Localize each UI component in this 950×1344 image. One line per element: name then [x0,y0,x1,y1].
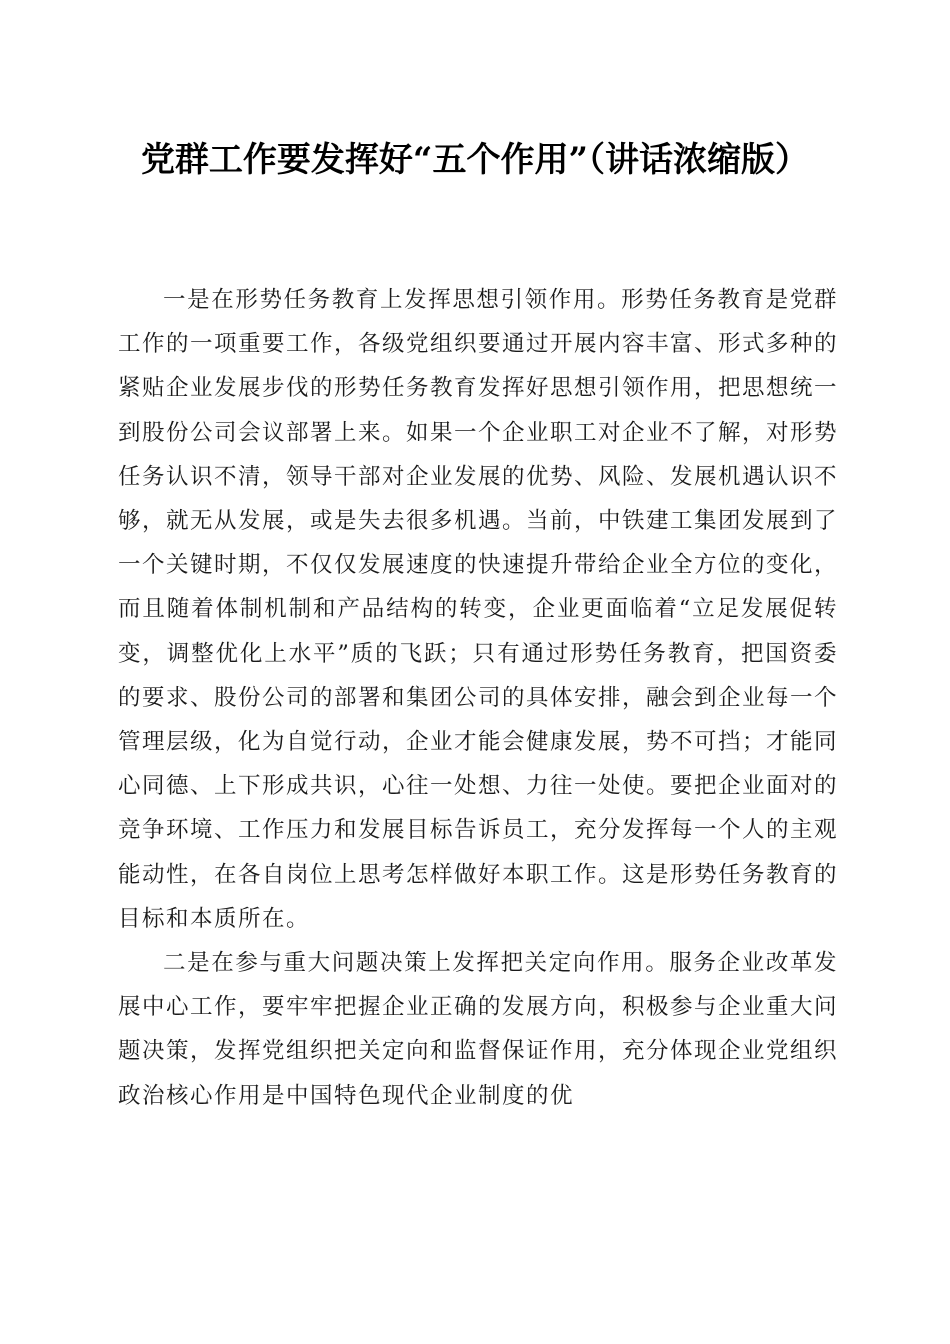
document-title: 党群工作要发挥好“五个作用”（讲话浓缩版） [140,140,810,180]
document-body [118,278,838,1118]
paragraph-1: 一是在形势任务教育上发挥思想引领作用。形势任务教育是党群工作的一项重要工作，各级党组织要通过开展内容丰富、形式多种的紧贴企业发展步伐的形势任务教育发挥好思想引领作用，把思想统一到股份公司会议部署上来。如果一个企业职工对企业不了解，对形势任务认识不清，领导干部对企业发展的优势、风险、发展机遇认识不够，就无从发展，或是失去很多机遇。当前，中铁建工集团发展到了一个关键时期，不仅仅发展速度的快速提升带给企业全方位的变化，而且随着体制机制和产品结构的转变，企业更面临着“立足发展促转变，调整优化上水平”质的飞跃；只有通过形势任务教育，把国资委的要求、股份公司的部署和集团公司的具体安排，融会到企业每一个管理层级，化为自觉行动，企业才能会健康发展，势不可挡；才能同心同德、上下形成共识，心往一处想、力往一处使。要把企业面对的竞争环境、工作压力和发展目标告诉员工，充分发挥每一个人的主观能动性，在各自岗位上思考怎样做好本职工作。这是形势任务教育的目标和本质所在。 [118,287,839,932]
paragraph-2: 二是在参与重大问题决策上发挥把关定向作用。服务企业改革发展中心工作，要牢牢把握企业正确的发展方向，积极参与企业重大问题决策，发挥党组织把关定向和监督保证作用，充分体现企业党组织政治核心作用是中国特色现代企业制度的优 [118,950,839,1109]
